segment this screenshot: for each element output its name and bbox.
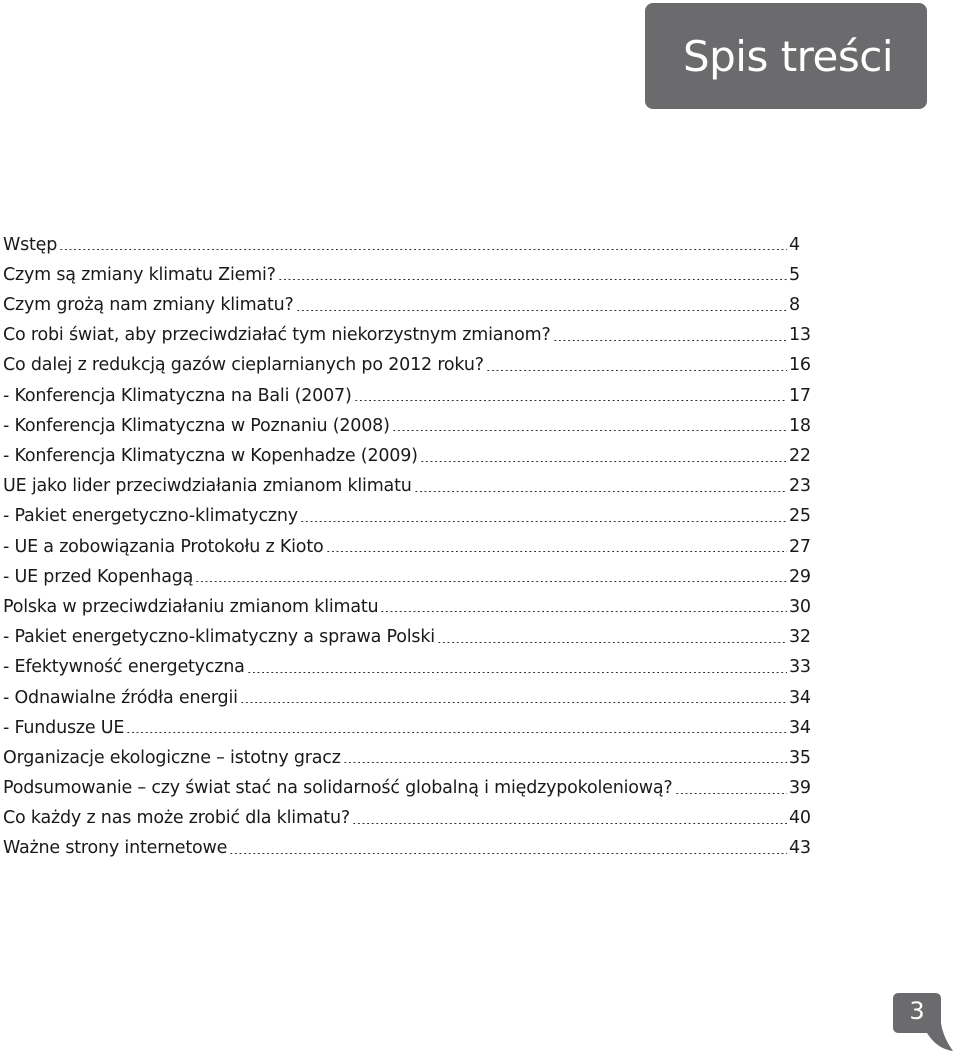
toc-entry-page: 18: [789, 415, 811, 436]
toc-entry[interactable]: [3, 586, 813, 616]
toc-entry-label: - Konferencja Klimatyczna w Kopenhadze (2009): [3, 446, 418, 466]
toc-dot-leader: [247, 672, 787, 673]
toc-entry-label: - Fundusze UE: [3, 717, 125, 738]
toc-entry[interactable]: [3, 737, 813, 767]
toc-entry[interactable]: [3, 345, 813, 375]
toc-entry-page: 25: [789, 506, 811, 527]
toc-dot-leader: [352, 823, 787, 824]
page-title: Spis treści: [682, 32, 893, 81]
toc-entry-page: 40: [789, 808, 811, 829]
toc-entry-page: 16: [789, 355, 811, 376]
toc-entry[interactable]: [3, 707, 813, 737]
toc-dot-leader: [380, 611, 787, 612]
toc-dot-leader: [240, 702, 787, 703]
toc-entry-label: UE jako lider przeciwdziałania zmianom klimatu: [3, 476, 412, 497]
toc-entry[interactable]: [3, 405, 813, 435]
toc-entry-page: 17: [789, 385, 811, 406]
toc-entry-page: 22: [789, 446, 811, 466]
toc-entry[interactable]: [3, 798, 813, 828]
toc-entry[interactable]: [3, 828, 813, 858]
toc-entry-page: 34: [789, 717, 811, 738]
toc-entry[interactable]: [3, 435, 813, 465]
toc-dot-leader: [59, 249, 787, 250]
toc-entry-page: 5: [789, 264, 800, 285]
toc-entry-page: 39: [789, 778, 811, 799]
toc-entry-label: - Konferencja Klimatyczna w Poznaniu (2008): [3, 415, 390, 436]
toc-entry-page: 27: [789, 536, 811, 557]
toc-entry-page: 4: [789, 234, 800, 255]
toc-entry-label: - UE przed Kopenhagą: [3, 566, 194, 587]
page-number-badge: [893, 993, 955, 1055]
toc-entry[interactable]: [3, 315, 813, 345]
toc-entry-label: Czym są zmiany klimatu Ziemi?: [3, 264, 276, 285]
toc-entry-page: 34: [789, 687, 811, 708]
toc-entry-page: 8: [789, 295, 800, 316]
toc-dot-leader: [343, 762, 787, 763]
toc-dot-leader: [675, 793, 788, 794]
toc-entry[interactable]: [3, 224, 813, 254]
toc-dot-leader: [229, 853, 787, 854]
toc-entry-page: 23: [789, 476, 811, 497]
toc-entry-label: - Pakiet energetyczno-klimatyczny a sprawa Polski: [3, 627, 435, 648]
toc-entry-page: 32: [789, 627, 811, 648]
toc-entry[interactable]: [3, 526, 813, 556]
toc-entry-label: Wstęp: [3, 234, 58, 255]
toc-dot-leader: [437, 642, 787, 643]
toc-dot-leader: [354, 400, 787, 401]
toc-dot-leader: [326, 551, 788, 552]
toc-entry-label: Ważne strony internetowe: [3, 838, 228, 859]
toc-entry-page: 33: [789, 657, 811, 678]
toc-entry-label: Co dalej z redukcją gazów cieplarnianych po 2012 roku?: [3, 355, 484, 376]
toc-entry-label: - Odnawialne źródła energii: [3, 687, 238, 708]
toc-entry-label: - Konferencja Klimatyczna na Bali (2007): [3, 385, 352, 406]
toc-entry[interactable]: [3, 677, 813, 707]
toc-entry-label: Co każdy z nas może zrobić dla klimatu?: [3, 808, 350, 829]
toc-dot-leader: [278, 279, 787, 280]
page-number: 3: [909, 997, 925, 1025]
toc-entry[interactable]: [3, 767, 813, 797]
toc-entry-page: 43: [789, 838, 811, 859]
toc-entry-page: 30: [789, 596, 811, 617]
toc-dot-leader: [420, 461, 787, 462]
toc-entry-page: 13: [789, 325, 811, 346]
toc-dot-leader: [392, 430, 787, 431]
toc-dot-leader: [296, 310, 787, 311]
toc-dot-leader: [414, 491, 787, 492]
toc-entry[interactable]: [3, 616, 813, 646]
toc-entry[interactable]: [3, 466, 813, 496]
toc-dot-leader: [553, 340, 787, 341]
toc-entry-label: Organizacje ekologiczne – istotny gracz: [3, 747, 341, 768]
title-box: [645, 3, 927, 109]
toc-entry[interactable]: [3, 556, 813, 586]
toc-entry-page: 35: [789, 747, 811, 768]
toc-dot-leader: [195, 581, 787, 582]
toc-entry-label: Czym grożą nam zmiany klimatu?: [3, 295, 294, 316]
toc-entry[interactable]: [3, 254, 813, 284]
toc-entry-label: - Efektywność energetyczna: [3, 657, 245, 678]
toc-entry-label: Co robi świat, aby przeciwdziałać tym niekorzystnym zmianom?: [3, 325, 551, 346]
table-of-contents: [3, 224, 813, 858]
toc-entry[interactable]: [3, 647, 813, 677]
toc-entry-label: - Pakiet energetyczno-klimatyczny: [3, 506, 298, 527]
toc-entry[interactable]: [3, 496, 813, 526]
toc-entry-label: - UE a zobowiązania Protokołu z Kioto: [3, 536, 324, 557]
toc-dot-leader: [300, 521, 787, 522]
toc-entry[interactable]: [3, 375, 813, 405]
toc-entry-label: Podsumowanie – czy świat stać na solidarność globalną i międzypokoleniową?: [3, 778, 673, 799]
toc-entry-label: Polska w przeciwdziałaniu zmianom klimatu: [3, 596, 379, 617]
toc-dot-leader: [486, 370, 787, 371]
toc-entry-page: 29: [789, 566, 811, 587]
toc-entry[interactable]: [3, 284, 813, 314]
toc-dot-leader: [126, 732, 787, 733]
